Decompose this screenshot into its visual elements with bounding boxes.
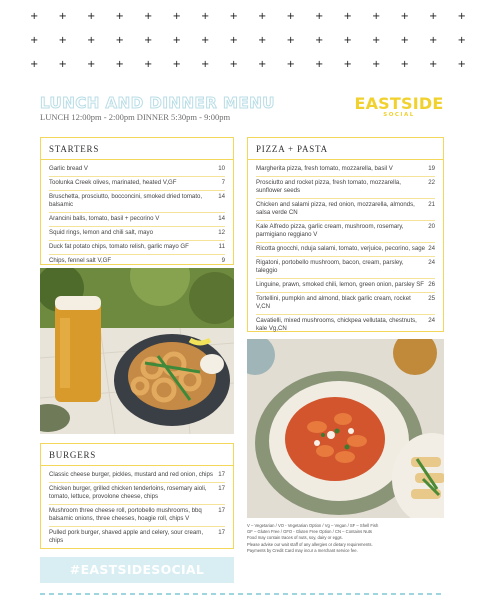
hashtag-banner: #EASTSIDESOCIAL [40, 557, 234, 583]
starter-item [49, 213, 225, 227]
item-description: Margherita pizza, fresh tomato, mozzarella, basil V [256, 165, 393, 172]
pizza-pasta-item [256, 315, 435, 336]
item-description: Classic cheese burger, pickles, mustard and red onion, chips [49, 471, 213, 478]
legend-line: Food may contain traces of nuts, soy, dairy or eggs. [247, 535, 343, 541]
plus-icon: + [343, 59, 352, 70]
legend-line: GF – Gluten Free / GFO - Gluten Free Option / CN – Contains Nuts [247, 529, 372, 535]
plus-icon: + [229, 59, 238, 70]
item-description: Bruschetta, prosciutto, bocconcini, smoked dried tomato, balsamic [49, 193, 203, 208]
plus-icon: + [457, 11, 466, 22]
starters-section [40, 137, 234, 265]
item-description: Chips, fennel salt V,GF [49, 257, 112, 264]
plus-icon: + [258, 35, 267, 46]
plus-icon: + [58, 35, 67, 46]
item-price: 26 [428, 281, 435, 288]
item-description: Duck fat potato chips, tomato relish, garlic mayo GF [49, 243, 189, 250]
item-price: 11 [218, 243, 225, 250]
burger-item [49, 505, 225, 527]
logo-main-text: EASTSIDE [354, 94, 444, 113]
pizza-pasta-item [256, 199, 435, 221]
pizza-pasta-heading: PIZZA + PASTA [248, 138, 443, 160]
plus-icon: + [30, 59, 39, 70]
menu-title: LUNCH AND DINNER MENU [40, 94, 275, 112]
plus-icon: + [372, 11, 381, 22]
plus-icon: + [115, 59, 124, 70]
item-price: 21 [428, 201, 435, 208]
plus-icon: + [87, 35, 96, 46]
pizza-pasta-item [256, 221, 435, 243]
plus-icon: + [315, 11, 324, 22]
pizza-pasta-item [256, 293, 435, 315]
pizza-pasta-item [256, 163, 435, 177]
pizza-pasta-item [256, 177, 435, 199]
plus-icon: + [429, 35, 438, 46]
item-description: Prosciutto and rocket pizza, fresh tomato, mozzarella, sunflower seeds [256, 179, 401, 194]
plus-icon: + [172, 11, 181, 22]
plus-icon: + [400, 11, 409, 22]
starter-item [49, 163, 225, 177]
item-description: Chicken and salami pizza, red onion, mozzarella, almonds, salsa verde CN [256, 201, 415, 216]
item-price: 10 [218, 165, 225, 172]
item-description: Cavatielli, mixed mushrooms, chickpea vellutata, chestnuts, kale Vg,CN [256, 317, 417, 332]
cross-pattern [0, 0, 480, 80]
item-price: 7 [221, 179, 225, 186]
item-description: Arancini balls, tomato, basil + pecorino V [49, 215, 160, 222]
item-description: Tortellini, pumpkin and almond, black garlic cream, rocket V,CN [256, 295, 411, 310]
plus-icon: + [400, 35, 409, 46]
plus-icon: + [258, 11, 267, 22]
burger-item [49, 527, 225, 548]
logo-sub-text: SOCIAL [383, 112, 415, 118]
plus-icon: + [315, 35, 324, 46]
item-price: 17 [218, 485, 225, 492]
plus-icon: + [372, 35, 381, 46]
plus-icon: + [372, 59, 381, 70]
item-price: 17 [218, 471, 225, 478]
item-price: 9 [221, 257, 225, 264]
starter-item [49, 255, 225, 268]
pizza-pasta-item [256, 243, 435, 257]
item-price: 20 [428, 223, 435, 230]
plus-icon: + [115, 11, 124, 22]
plus-icon: + [429, 11, 438, 22]
item-description: Kale Alfredo pizza, garlic cream, mushroom, rosemary, parmigiano reggiano V [256, 223, 404, 238]
item-description: Garlic bread V [49, 165, 88, 172]
opening-hours: LUNCH 12:00pm - 2:00pm DINNER 5:30pm - 9:00pm [40, 112, 231, 122]
item-description: Chicken burger, grilled chicken tenderloins, rosemary aioli, tomato, lettuce, provolone cheese, chips [49, 485, 207, 500]
plus-icon: + [172, 35, 181, 46]
item-price: 17 [218, 507, 225, 514]
plus-icon: + [144, 59, 153, 70]
pizza-pasta-section [247, 137, 444, 332]
burger-item [49, 483, 225, 505]
plus-icon: + [229, 11, 238, 22]
starters-list [41, 160, 233, 268]
plus-icon: + [172, 59, 181, 70]
plus-icon: + [201, 11, 210, 22]
starter-item [49, 227, 225, 241]
pasta-photo [247, 339, 444, 518]
plus-icon: + [30, 11, 39, 22]
calamari-beer-photo [40, 268, 234, 434]
plus-icon: + [115, 35, 124, 46]
plus-icon: + [30, 35, 39, 46]
legend-line: V – Vegetarian / VO - Vegetarian Option / Vg – Vegan / SF – Shell Fish [247, 523, 379, 528]
plus-icon: + [229, 35, 238, 46]
legend-line: Please advise our wait staff of any allergies or dietary requirements. [247, 541, 373, 547]
item-price: 24 [428, 259, 435, 266]
burgers-list [41, 466, 233, 548]
item-price: 19 [428, 165, 435, 172]
starters-heading: STARTERS [41, 138, 233, 160]
plus-icon: + [87, 59, 96, 70]
pizza-pasta-item [256, 279, 435, 293]
plus-icon: + [457, 35, 466, 46]
item-description: Squid rings, lemon and chili salt, mayo [49, 229, 153, 236]
plus-icon: + [58, 11, 67, 22]
item-price: 14 [218, 215, 225, 222]
plus-icon: + [343, 11, 352, 22]
item-price: 17 [218, 529, 225, 536]
plus-icon: + [87, 11, 96, 22]
plus-icon: + [286, 35, 295, 46]
item-description: Toolunka Creek olives, marinated, heated V,GF [49, 179, 177, 186]
item-description: Linguine, prawn, smoked chili, lemon, green onion, parsley SF [256, 281, 425, 288]
item-price: 24 [428, 245, 435, 252]
starter-item [49, 241, 225, 255]
plus-icon: + [429, 59, 438, 70]
burgers-heading: BURGERS [41, 444, 233, 466]
plus-icon: + [144, 35, 153, 46]
dietary-legend [247, 523, 447, 554]
plus-icon: + [201, 59, 210, 70]
dashed-divider [40, 593, 444, 595]
plus-icon: + [315, 59, 324, 70]
plus-icon: + [343, 35, 352, 46]
item-price: 14 [218, 193, 225, 200]
plus-icon: + [258, 59, 267, 70]
legend-line: Payments by Credit Card may incur a merchant service fee. [247, 547, 358, 553]
starter-item [49, 177, 225, 191]
item-description: Pulled pork burger, shaved apple and celery, sour cream, chips [49, 529, 204, 544]
plus-icon: + [286, 11, 295, 22]
eastside-social-logo [354, 95, 444, 118]
item-price: 12 [218, 229, 225, 236]
item-price: 22 [428, 179, 435, 186]
burger-item [49, 469, 225, 483]
item-description: Mushroom three cheese roll, portobello mushrooms, bbq balsamic onions, three cheeses, hoagie roll, chips V [49, 507, 202, 522]
plus-icon: + [286, 59, 295, 70]
plus-icon: + [457, 59, 466, 70]
item-price: 24 [428, 317, 435, 324]
burgers-section [40, 443, 234, 549]
item-description: Ricotta gnocchi, nduja salami, tomato, verjuice, pecorino, sage [256, 245, 426, 252]
item-description: Rigatoni, portobello mushroom, bacon, cream, parsley, taleggio [256, 259, 404, 274]
pizza-pasta-list [248, 160, 443, 336]
plus-icon: + [144, 11, 153, 22]
item-price: 25 [428, 295, 435, 302]
plus-icon: + [201, 35, 210, 46]
plus-icon: + [400, 59, 409, 70]
plus-icon: + [58, 59, 67, 70]
starter-item [49, 191, 225, 213]
pizza-pasta-item [256, 257, 435, 279]
